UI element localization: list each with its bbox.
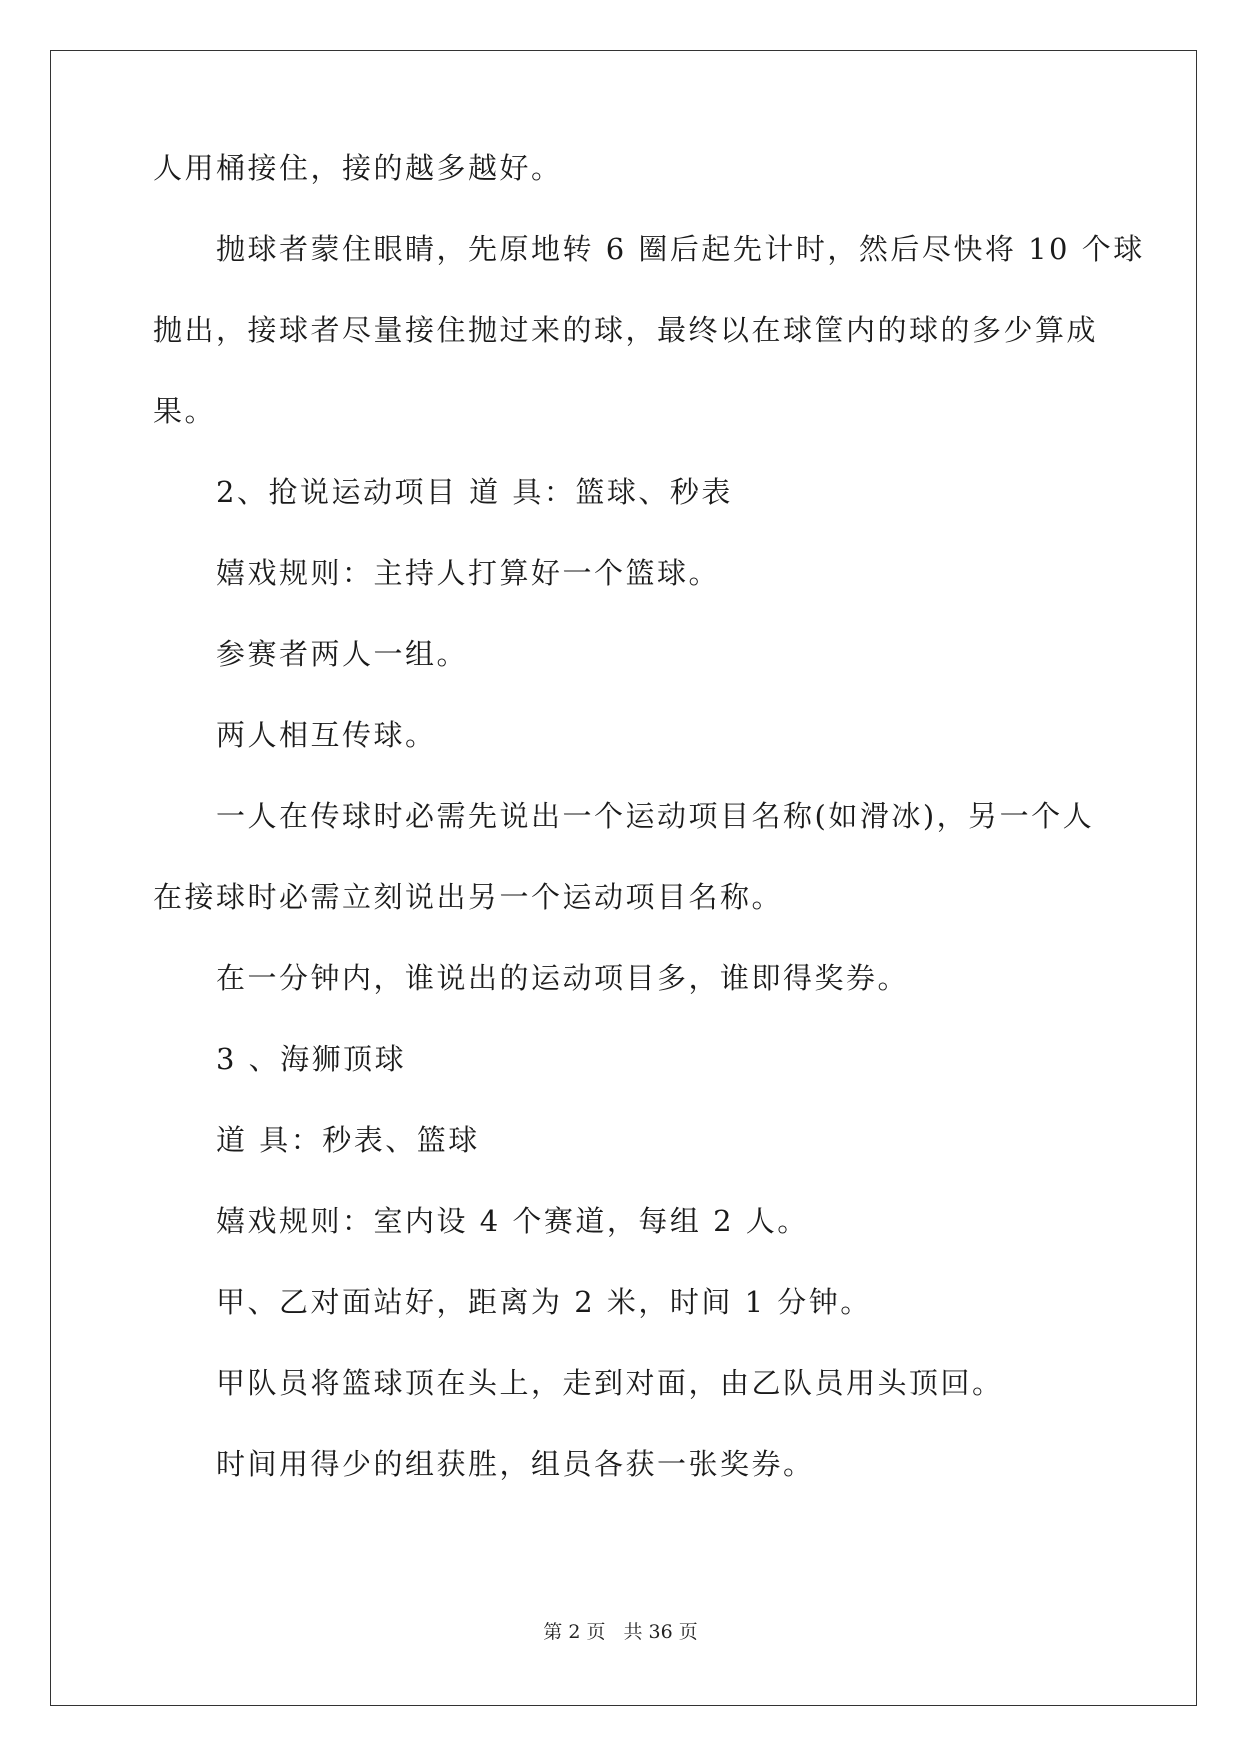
text-line-9: 一人在传球时必需先说出一个运动项目名称(如滑冰)，另一个人 bbox=[216, 799, 1095, 833]
text-line-10: 在接球时必需立刻说出另一个运动项目名称。 bbox=[153, 880, 784, 914]
text-line-3: 抛出，接球者尽量接住抛过来的球，最终以在球筐内的球的多少算成 bbox=[153, 313, 1099, 347]
page-total: 共 36 页 bbox=[623, 1621, 698, 1643]
text-line-17: 时间用得少的组获胜，组员各获一张奖券。 bbox=[216, 1447, 815, 1481]
text-line-14: 嬉戏规则：室内设 4 个赛道，每组 2 人。 bbox=[216, 1204, 809, 1238]
page-footer bbox=[0, 1620, 1241, 1644]
text-line-15: 甲、乙对面站好，距离为 2 米，时间 1 分钟。 bbox=[216, 1285, 872, 1319]
text-line-16: 甲队员将篮球顶在头上，走到对面，由乙队员用头顶回。 bbox=[216, 1366, 1004, 1400]
text-line-6: 嬉戏规则：主持人打算好一个篮球。 bbox=[216, 556, 721, 590]
text-line-8: 两人相互传球。 bbox=[216, 718, 437, 752]
text-line-13: 道 具：秒表、篮球 bbox=[216, 1123, 480, 1157]
text-line-11: 在一分钟内，谁说出的运动项目多，谁即得奖券。 bbox=[216, 961, 910, 995]
text-line-7: 参赛者两人一组。 bbox=[216, 637, 469, 671]
text-line-1: 人用桶接住，接的越多越好。 bbox=[153, 151, 563, 185]
text-line-2: 抛球者蒙住眼睛，先原地转 6 圈后起先计时，然后尽快将 10 个球 bbox=[216, 232, 1145, 266]
page-number: 第 2 页 bbox=[543, 1621, 606, 1643]
text-line-5: 2、抢说运动项目 道 具：篮球、秒表 bbox=[216, 475, 733, 509]
text-line-4: 果。 bbox=[153, 394, 217, 428]
text-line-12: 3 、海狮顶球 bbox=[216, 1042, 407, 1076]
